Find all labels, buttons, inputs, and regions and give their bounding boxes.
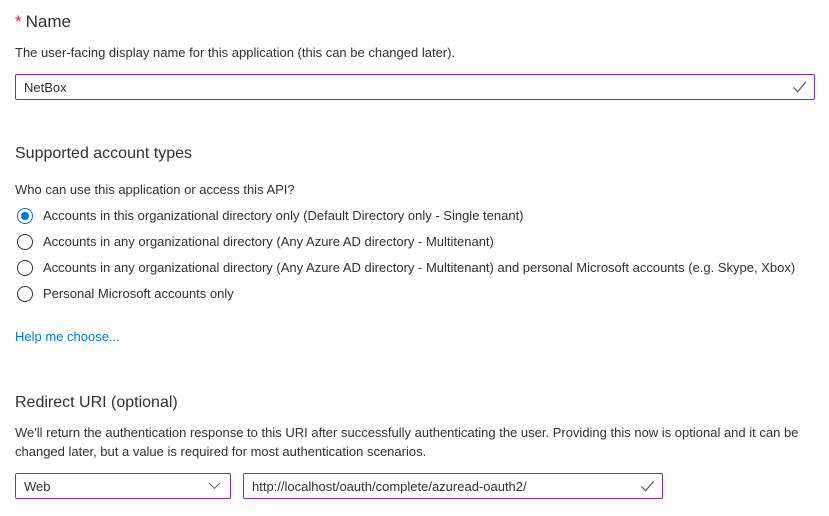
redirect-uri-description: We'll return the authentication response to this URI after successfully authenticating the user. Providing this now is optional and it can be changed later, but a value is required for most authentication scenarios.	[15, 425, 799, 459]
platform-select[interactable]	[15, 473, 231, 499]
radio-selected-icon	[17, 208, 33, 224]
name-input-wrap	[15, 74, 815, 100]
account-types-question: Who can use this application or access this API?	[15, 182, 295, 197]
account-types-section-title: Supported account types	[15, 145, 193, 162]
radio-unselected-icon	[17, 260, 33, 276]
radio-option-multitenant-personal[interactable]	[15, 255, 815, 281]
radio-unselected-icon	[17, 286, 33, 302]
radio-option-label: Accounts in this organizational directory only (Default Directory only - Single tenant)	[43, 208, 524, 223]
name-description: The user-facing display name for this application (this can be changed later).	[15, 45, 456, 60]
radio-option-personal-only[interactable]	[15, 281, 815, 307]
radio-option-multitenant[interactable]	[15, 229, 815, 255]
name-input[interactable]	[15, 74, 815, 100]
required-asterisk: *	[15, 12, 22, 31]
uri-input-wrap	[243, 473, 663, 499]
account-types-radio-group	[15, 203, 815, 307]
radio-option-label: Personal Microsoft accounts only	[43, 286, 234, 301]
redirect-uri-input[interactable]	[243, 473, 663, 499]
radio-option-single-tenant[interactable]	[15, 203, 815, 229]
name-section-title	[15, 10, 815, 34]
help-me-choose-link[interactable]: Help me choose...	[15, 329, 120, 344]
radio-unselected-icon	[17, 234, 33, 250]
name-section-title-text: Name	[25, 12, 71, 31]
platform-select-value: Web	[24, 478, 51, 494]
radio-option-label: Accounts in any organizational directory (Any Azure AD directory - Multitenant) and personal Microsoft accounts (e.g. Skype, Xbox)	[43, 260, 796, 275]
chevron-down-icon	[208, 480, 221, 493]
radio-option-label: Accounts in any organizational directory (Any Azure AD directory - Multitenant)	[43, 234, 494, 249]
redirect-uri-controls	[15, 473, 815, 499]
redirect-uri-section-title: Redirect URI (optional)	[15, 394, 178, 411]
